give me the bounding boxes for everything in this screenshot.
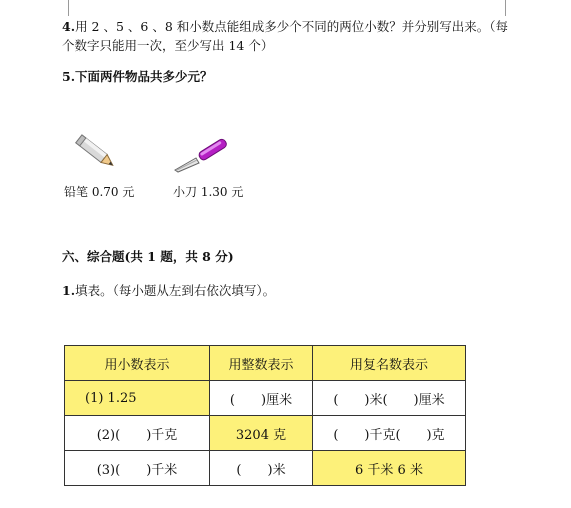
table-cell: (2)( )千克: [65, 416, 210, 451]
pencil-price-label: 铅笔 0.70 元: [64, 185, 135, 199]
question-1-text: 填表。（每小题从左到右依次填写）。: [75, 283, 276, 298]
table-cell: 6 千米 6 米: [313, 451, 466, 486]
table-row: [65, 381, 466, 416]
pencil-icon: [72, 132, 122, 174]
page-corner-mark-left: [58, 0, 69, 16]
question-4-text: 用 2 、5 、6 、8 和小数点能组成多少个不同的两位小数？并分别写出来。（每个数字只能用一次，至少写出 14 个）: [62, 19, 508, 53]
table-header-cell: 用整数表示: [210, 346, 313, 381]
table-header-cell: 用复名数表示: [313, 346, 466, 381]
table-cell: (1) 1.25: [65, 381, 210, 416]
question-1: [62, 281, 275, 299]
page-corner-mark-right: [505, 0, 516, 16]
table-cell: 3204 克: [210, 416, 313, 451]
question-1-number: 1.: [62, 283, 76, 298]
table-header-cell: 用小数表示: [65, 346, 210, 381]
knife-icon: [172, 136, 236, 176]
table-cell: ( )千克( )克: [313, 416, 466, 451]
question-5: 5.下面两件物品共多少元？: [62, 69, 213, 84]
table-cell: (3)( )千米: [65, 451, 210, 486]
question-4-number: 4.: [62, 19, 76, 34]
table-header-row: [65, 346, 466, 381]
fill-in-table: [64, 345, 466, 486]
section-6-title: 六、综合题(共 1 题，共 8 分): [62, 249, 234, 264]
table-cell: ( )厘米: [210, 381, 313, 416]
table-cell: ( )米( )厘米: [313, 381, 466, 416]
question-4: [62, 17, 512, 55]
table-row: [65, 416, 466, 451]
table-cell: ( )米: [210, 451, 313, 486]
knife-price-label: 小刀 1.30 元: [173, 185, 244, 199]
table-row: [65, 451, 466, 486]
